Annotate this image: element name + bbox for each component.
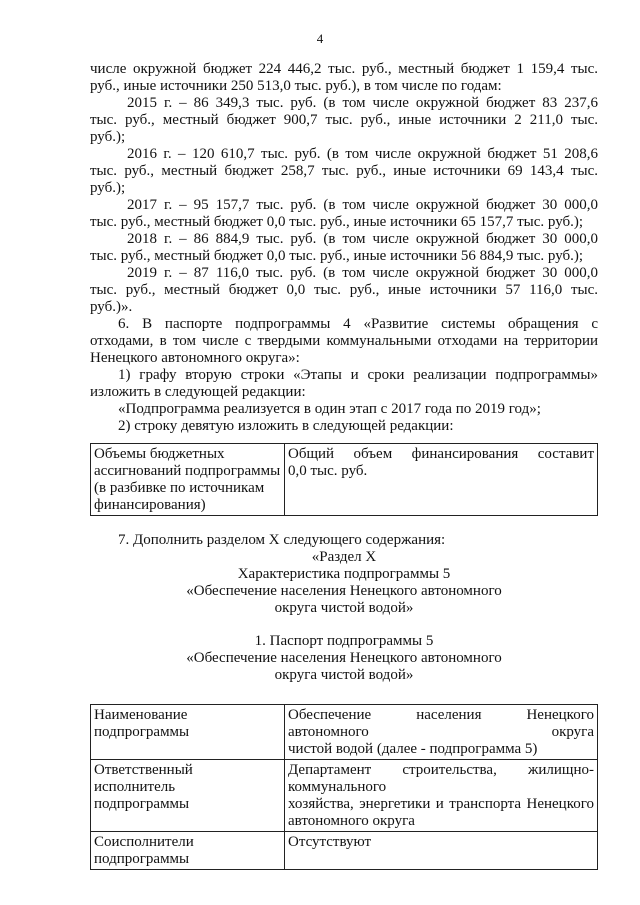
text-line: 7. Дополнить разделом X следующего содержания:: [118, 532, 446, 548]
text-line: тыс. руб., местный бюджет 0,0 тыс. руб., иные источники 65 157,7 тыс. руб.);: [90, 214, 584, 230]
cell-line: (в разбивке по источникам: [94, 480, 265, 496]
passport-heading: округа чистой водой»: [274, 667, 414, 683]
text-line: тыс. руб., местный бюджет 258,7 тыс. руб., иные источники 69 143,4 тыс.: [90, 163, 598, 179]
cell-line: автономного округа: [288, 813, 415, 829]
cell-line: Соисполнители: [94, 834, 194, 850]
text-line: руб.)».: [90, 299, 133, 315]
text-line: 2) строку девятую изложить в следующей редакции:: [118, 418, 454, 434]
text-line: отходами, в том числе с твердыми коммунальными отходами на территории: [90, 333, 598, 349]
table-cell: [285, 705, 598, 760]
cell-line: подпрограммы: [94, 796, 190, 812]
section-heading: «Раздел X: [311, 549, 377, 565]
table-cell: [91, 444, 285, 516]
section-heading: «Обеспечение населения Ненецкого автономного: [186, 583, 502, 599]
text-line: руб.);: [90, 129, 126, 145]
budget-table: [90, 443, 598, 516]
cell-line: чистой водой (далее - подпрограмма 5): [288, 741, 538, 757]
text-line: 6. В паспорте подпрограммы 4 «Развитие системы обращения с: [118, 316, 598, 332]
text-line: тыс. руб., местный бюджет 900,7 тыс. руб., иные источники 2 211,0 тыс.: [90, 112, 598, 128]
cell-line: Общий объем финансирования составит: [288, 446, 594, 462]
passport-heading: 1. Паспорт подпрограммы 5: [254, 633, 434, 649]
text-line: 2016 г. – 120 610,7 тыс. руб. (в том числе окружной бюджет 51 208,6: [127, 146, 598, 162]
text-line: 2015 г. – 86 349,3 тыс. руб. (в том числе окружной бюджет 83 237,6: [127, 95, 598, 111]
section-heading: Характеристика подпрограммы 5: [237, 566, 451, 582]
cell-line: Обеспечение населения Ненецкого автономного округа: [288, 707, 594, 740]
text-line: изложить в следующей редакции:: [90, 384, 306, 400]
cell-line: хозяйства, энергетики и транспорта Ненецкого: [288, 796, 594, 812]
cell-line: Ответственный: [94, 762, 193, 778]
cell-line: Отсутствуют: [288, 834, 372, 850]
table-cell: [91, 760, 285, 832]
table-row: [91, 760, 598, 832]
table-row: [91, 444, 598, 516]
cell-line: ассигнований подпрограммы: [94, 463, 281, 479]
cell-line: Департамент строительства, жилищно-коммунального: [288, 762, 594, 795]
text-line: 2019 г. – 87 116,0 тыс. руб. (в том числе окружной бюджет 30 000,0: [127, 265, 598, 281]
table-cell: [285, 444, 598, 516]
text-line: руб.);: [90, 180, 126, 196]
cell-line: исполнитель: [94, 779, 176, 795]
cell-line: Объемы бюджетных: [94, 446, 225, 462]
passport-table: [90, 704, 598, 870]
text-line: 2018 г. – 86 884,9 тыс. руб. (в том числе окружной бюджет 30 000,0: [127, 231, 598, 247]
text-line: Ненецкого автономного округа»:: [90, 350, 300, 366]
text-line: числе окружной бюджет 224 446,2 тыс. руб., местный бюджет 1 159,4 тыс.: [90, 61, 598, 77]
cell-line: Наименование: [94, 707, 188, 723]
page-number: 4: [316, 31, 324, 46]
text-line: 1) графу вторую строки «Этапы и сроки реализации подпрограммы»: [118, 367, 598, 383]
document-body: [90, 61, 598, 870]
text-line: тыс. руб., местный бюджет 0,0 тыс. руб., иные источники 57 116,0 тыс.: [90, 282, 598, 298]
table-cell: [285, 832, 598, 870]
table-cell: [285, 760, 598, 832]
table-row: [91, 832, 598, 870]
text-line: тыс. руб., местный бюджет 0,0 тыс. руб., иные источники 56 884,9 тыс. руб.);: [90, 248, 584, 264]
text-line: руб., иные источники 250 513,0 тыс. руб.), в том числе по годам:: [90, 78, 502, 94]
passport-heading: «Обеспечение населения Ненецкого автономного: [186, 650, 502, 666]
cell-line: 0,0 тыс. руб.: [288, 463, 368, 479]
section-heading: округа чистой водой»: [274, 600, 414, 616]
table-row: [91, 705, 598, 760]
cell-line: финансирования): [94, 497, 206, 513]
table-cell: [91, 705, 285, 760]
text-line: 2017 г. – 95 157,7 тыс. руб. (в том числе окружной бюджет 30 000,0: [127, 197, 598, 213]
cell-line: подпрограммы: [94, 724, 190, 740]
table-cell: [91, 832, 285, 870]
text-line: «Подпрограмма реализуется в один этап с 2017 года по 2019 год»;: [118, 401, 541, 417]
cell-line: подпрограммы: [94, 851, 190, 867]
